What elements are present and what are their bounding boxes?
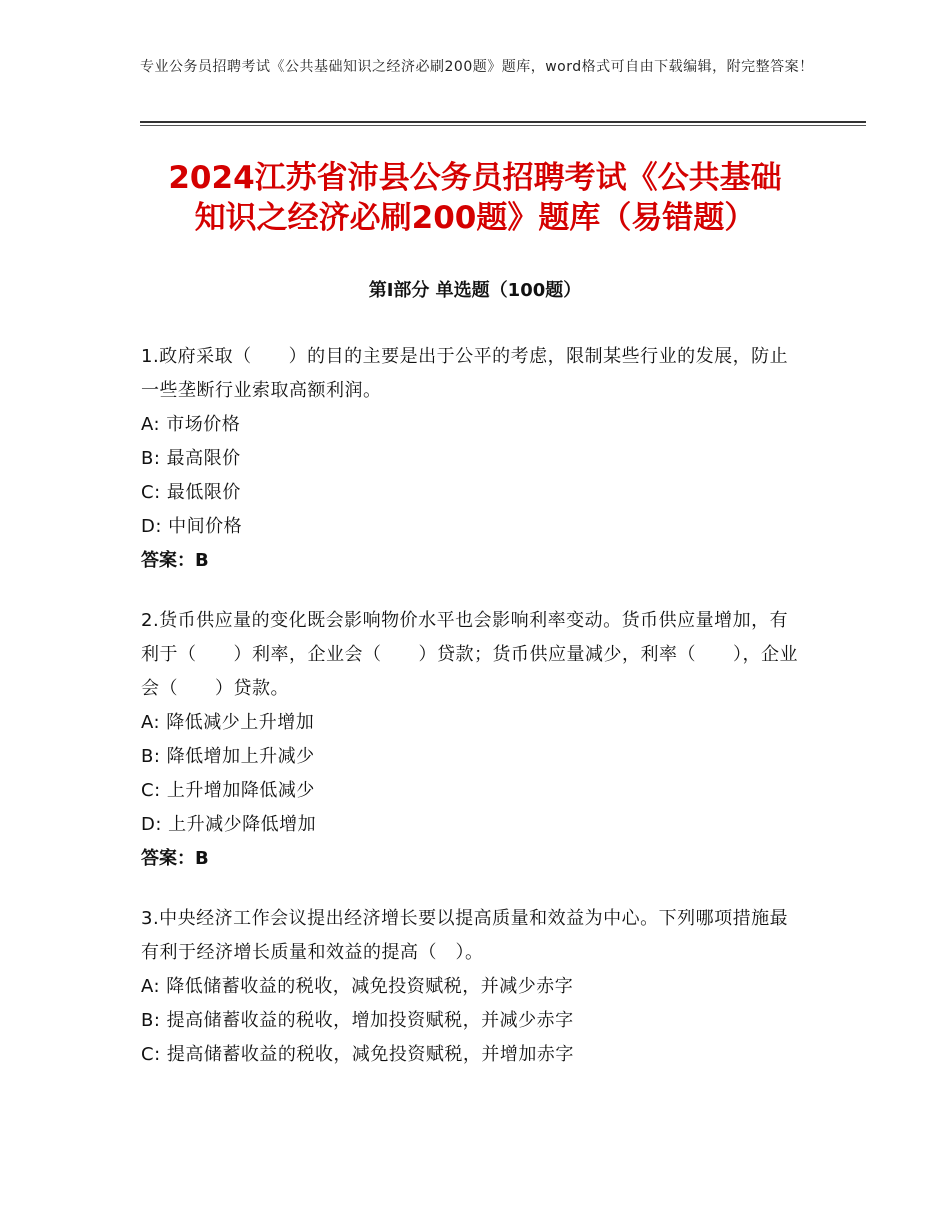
option-a: A: 降低储蓄收益的税收，减免投资赋税，并减少赤字 bbox=[141, 976, 574, 997]
question-1 bbox=[141, 340, 801, 578]
option-c: C: 上升增加降低减少 bbox=[141, 780, 315, 801]
option-c: C: 提高储蓄收益的税收，减免投资赋税，并增加赤字 bbox=[141, 1044, 574, 1065]
question-stem: 3.中央经济工作会议提出经济增长要以提高质量和效益为中心。下列哪项措施最有利于经济增长质量和效益的提高（ ）。 bbox=[141, 908, 789, 963]
question-2 bbox=[141, 604, 801, 876]
option-a: A: 市场价格 bbox=[141, 414, 241, 435]
document-title-line-1: 2024江苏省沛县公务员招聘考试《公共基础 bbox=[168, 160, 782, 196]
option-b: B: 提高储蓄收益的税收，增加投资赋税，并减少赤字 bbox=[141, 1010, 574, 1031]
question-stem: 2.货币供应量的变化既会影响物价水平也会影响利率变动。货币供应量增加，有利于（ ）利率，企业会（ ）贷款；货币供应量减少，利率（ ），企业会（ ）贷款。 bbox=[141, 610, 798, 699]
option-b: B: 降低增加上升减少 bbox=[141, 746, 315, 767]
header-divider-thin bbox=[140, 125, 866, 126]
option-d: D: 中间价格 bbox=[141, 516, 243, 537]
option-a: A: 降低减少上升增加 bbox=[141, 712, 315, 733]
option-c: C: 最低限价 bbox=[141, 482, 241, 503]
option-b: B: 最高限价 bbox=[141, 448, 241, 469]
document-title bbox=[100, 158, 850, 238]
option-d: D: 上升减少降低增加 bbox=[141, 814, 317, 835]
document-title-line-2: 知识之经济必刷200题》题库（易错题） bbox=[194, 200, 756, 236]
answer: 答案：B bbox=[141, 848, 209, 869]
answer: 答案：B bbox=[141, 550, 209, 571]
section-title: 第Ⅰ部分 单选题（100题） bbox=[368, 280, 582, 301]
header-divider-thick bbox=[140, 121, 866, 123]
header-note: 专业公务员招聘考试《公共基础知识之经济必刷200题》题库，word格式可自由下载编辑，附完整答案！ bbox=[140, 59, 814, 75]
question-list bbox=[141, 340, 801, 1098]
question-stem: 1.政府采取（ ）的目的主要是出于公平的考虑，限制某些行业的发展，防止一些垄断行业索取高额利润。 bbox=[141, 346, 789, 401]
question-3 bbox=[141, 902, 801, 1072]
